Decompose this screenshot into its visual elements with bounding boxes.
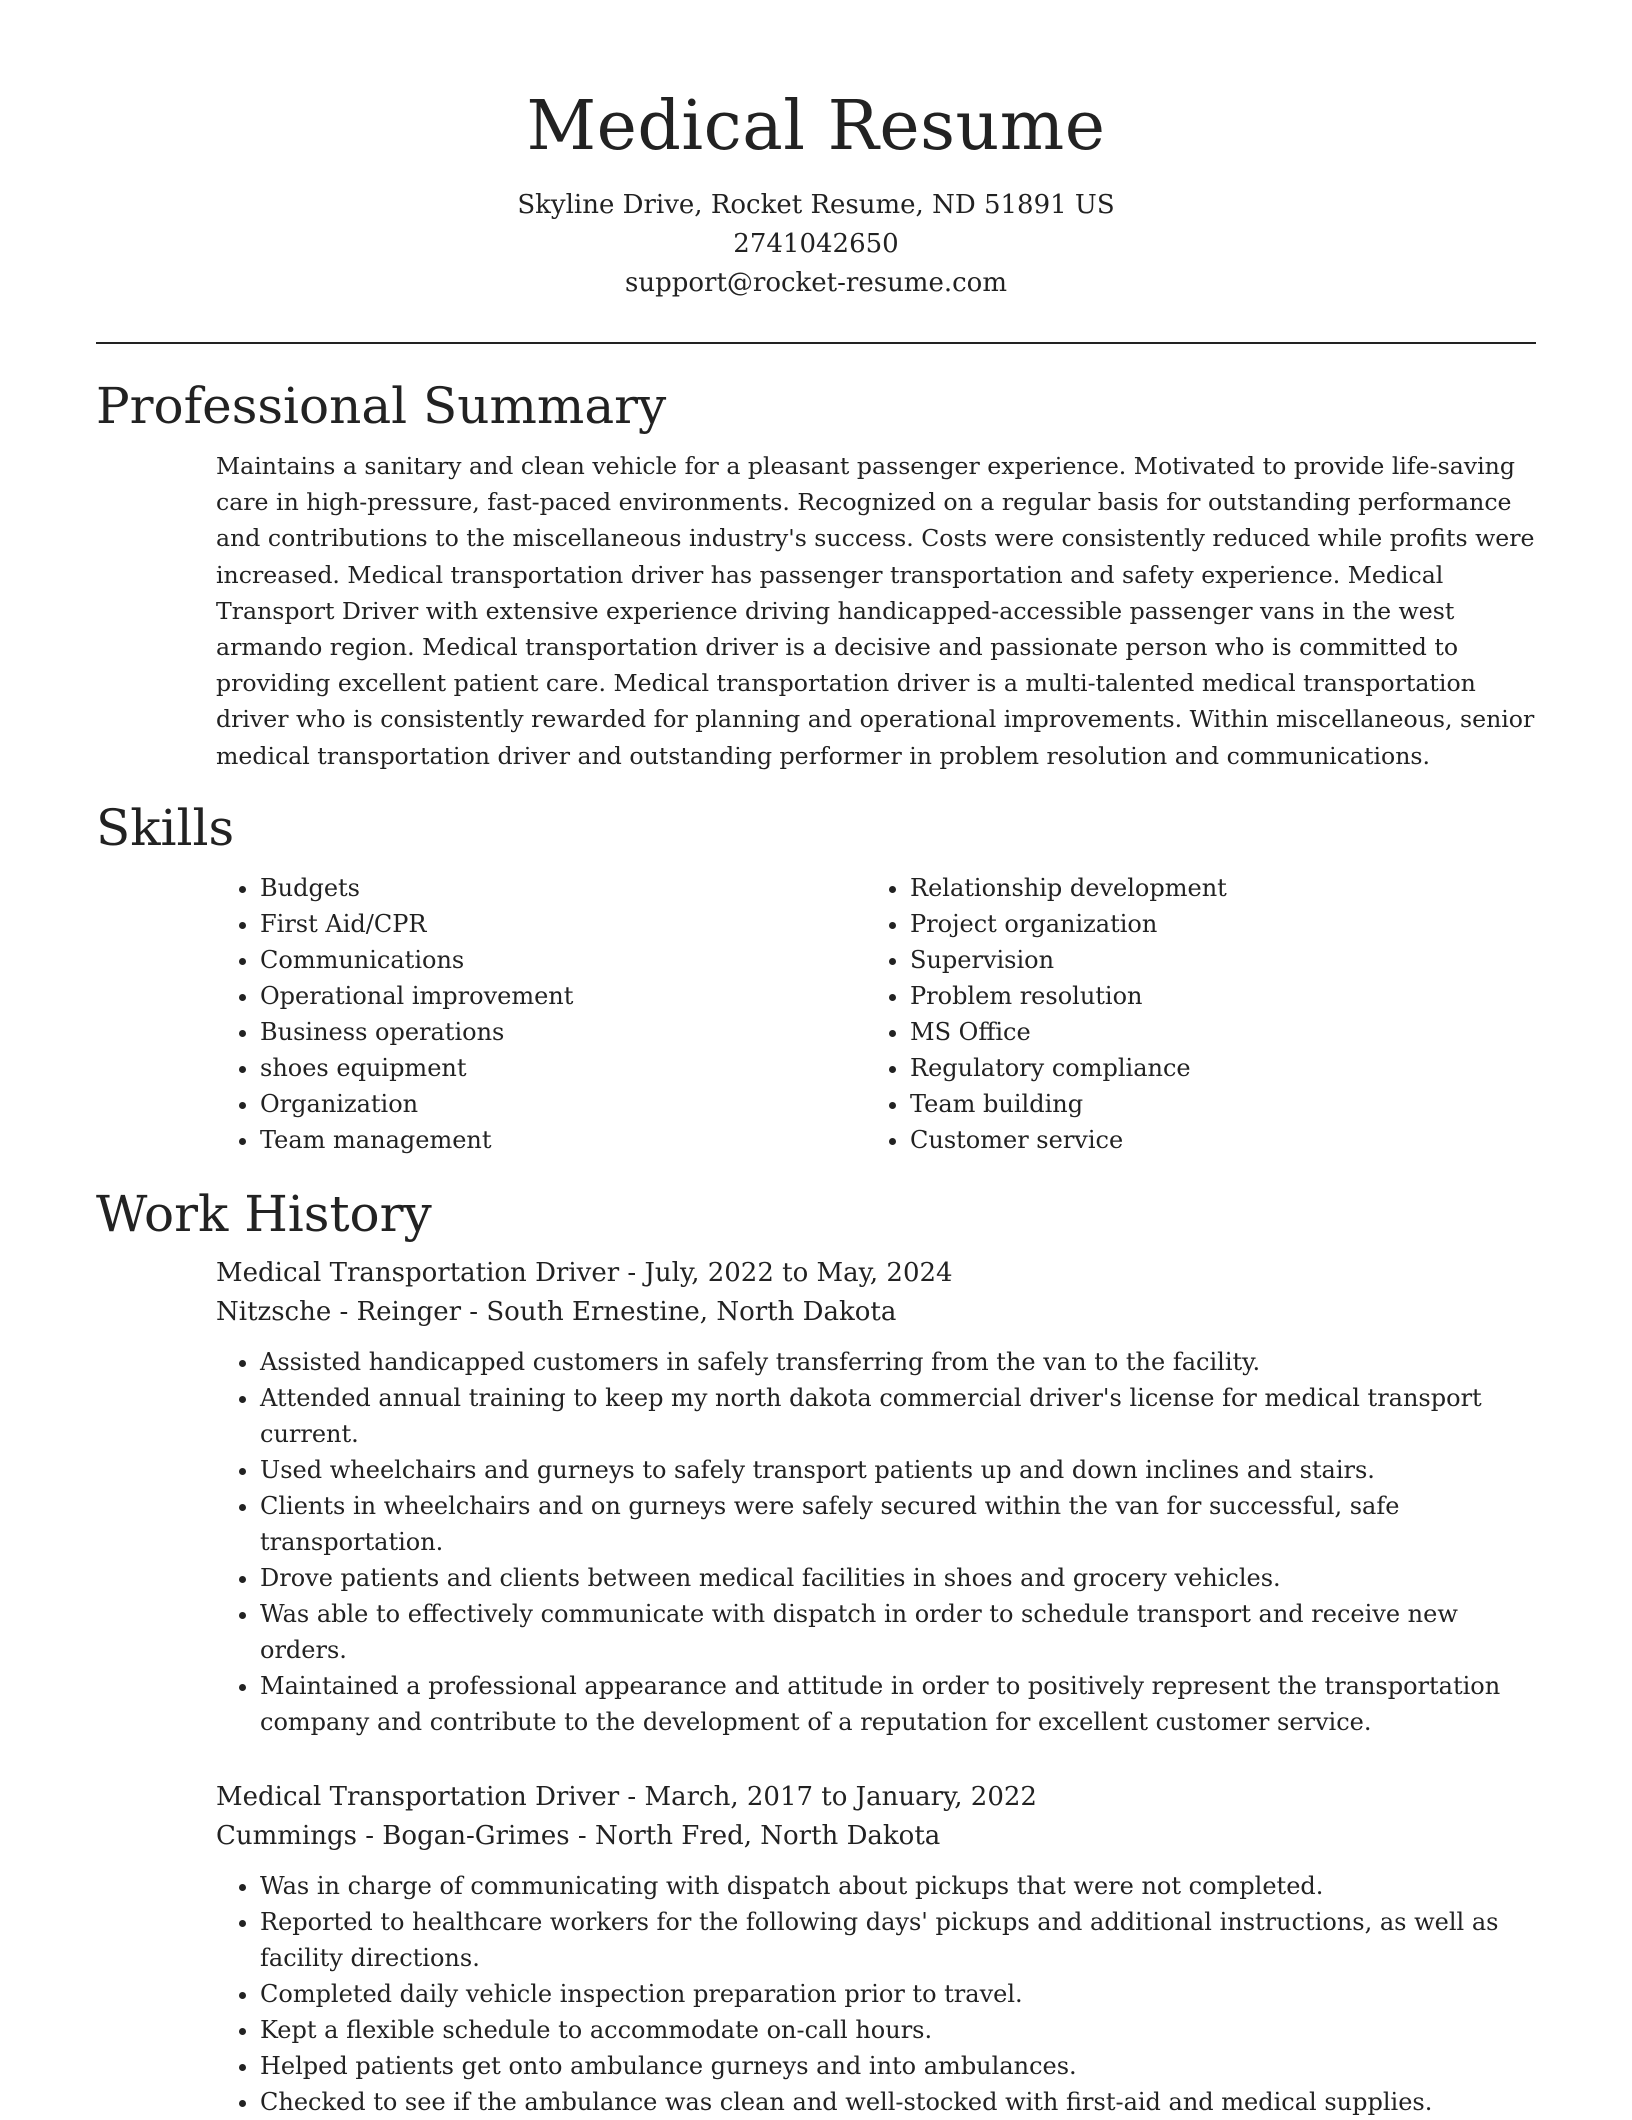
resume-header — [96, 0, 1536, 303]
job-bullets — [216, 1868, 1536, 2120]
skills-list-right — [866, 870, 1516, 1158]
skill-item: • Budgets — [260, 870, 866, 906]
skill-item: • Regulatory compliance — [910, 1050, 1516, 1086]
skill-item: • Operational improvement — [260, 978, 866, 1014]
job-bullet: • Reported to healthcare workers for the following days' pickups and additional instructions, as well as facility directions. — [260, 1904, 1536, 1976]
job-bullet: • Attended annual training to keep my north dakota commercial driver's license for medical transport current. — [260, 1380, 1536, 1452]
job-bullet: • Completed daily vehicle inspection preparation prior to travel. — [260, 1976, 1536, 2012]
header-divider — [96, 342, 1536, 344]
skill-item: • Customer service — [910, 1122, 1516, 1158]
job-bullet: • Kept a flexible schedule to accommodate on-call hours. — [260, 2012, 1536, 2048]
job-bullet: • Helped patients get onto ambulance gurneys and into ambulances. — [260, 2048, 1536, 2084]
resume-name: Medical Resume — [526, 87, 1106, 166]
job-bullet: • Clients in wheelchairs and on gurneys were safely secured within the van for successful, safe transportation. — [260, 1488, 1536, 1560]
skill-item: • Communications — [260, 942, 866, 978]
job-company-line: Cummings - Bogan-Grimes - North Fred, North Dakota — [216, 1820, 941, 1851]
job-bullet: • Was in charge of communicating with dispatch about pickups that were not completed. — [260, 1868, 1536, 1904]
skill-item: • Organization — [260, 1086, 866, 1122]
job-entry — [216, 1778, 1536, 2120]
skills-list-left — [216, 870, 866, 1158]
job-bullets — [216, 1344, 1536, 1740]
contact-address: Skyline Drive, Rocket Resume, ND 51891 US — [517, 190, 1115, 220]
section-title-work-history: Work History — [96, 1184, 432, 1243]
job-title-line: Medical Transportation Driver - March, 2017 to January, 2022 — [216, 1781, 1037, 1812]
skill-item: • Supervision — [910, 942, 1516, 978]
section-title-skills: Skills — [96, 798, 235, 857]
job-title-line: Medical Transportation Driver - July, 2022 to May, 2024 — [216, 1257, 953, 1288]
skill-item: • First Aid/CPR — [260, 906, 866, 942]
skill-item: • Business operations — [260, 1014, 866, 1050]
job-bullet: • Assisted handicapped customers in safely transferring from the van to the facility. — [260, 1344, 1536, 1380]
job-bullet: • Checked to see if the ambulance was clean and well-stocked with first-aid and medical supplies. — [260, 2084, 1536, 2120]
job-entry — [216, 1254, 1536, 1740]
job-bullet: • Maintained a professional appearance and attitude in order to positively represent the transportation company and contribute to the development of a reputation for excellent customer service. — [260, 1668, 1536, 1740]
job-bullet: • Drove patients and clients between medical facilities in shoes and grocery vehicles. — [260, 1560, 1536, 1596]
job-bullet: • Was able to effectively communicate with dispatch in order to schedule transport and receive new orders. — [260, 1596, 1536, 1668]
summary-paragraph: Maintains a sanitary and clean vehicle for a pleasant passenger experience. Motivated to provide life-saving care in high-pressure, fast-paced environments. Recognized on a regular basis for outstanding performance and contributions to the miscellaneous industry's success. Costs were consistently reduced while profits were increased. Medical transportation driver has passenger transportation and safety experience. Medical Transport Driver with extensive experience driving handicapped-accessible passenger vans in the west armando region. Medical transportation driver is a decisive and passionate person who is committed to providing excellent patient care. Medical transportation driver is a multi-talented medical transportation driver who is consistently rewarded for planning and operational improvements. Within miscellaneous, senior medical transportation driver and outstanding performer in problem resolution and communications. — [216, 452, 1535, 770]
job-company-line: Nitzsche - Reinger - South Ernestine, North Dakota — [216, 1296, 897, 1327]
skill-item: • Team management — [260, 1122, 866, 1158]
skills-grid — [216, 870, 1536, 1158]
section-title-summary: Professional Summary — [96, 377, 667, 435]
skill-item: • MS Office — [910, 1014, 1516, 1050]
job-bullet: • Used wheelchairs and gurneys to safely transport patients up and down inclines and stairs. — [260, 1452, 1536, 1488]
skill-item: • Problem resolution — [910, 978, 1516, 1014]
skill-item: • Project organization — [910, 906, 1516, 942]
skill-item: • Relationship development — [910, 870, 1516, 906]
skill-item: • shoes equipment — [260, 1050, 866, 1086]
skill-item: • Team building — [910, 1086, 1516, 1122]
contact-email: support@rocket-resume.com — [624, 268, 1007, 298]
resume-page — [96, 0, 1536, 2120]
contact-phone: 2741042650 — [733, 229, 899, 259]
